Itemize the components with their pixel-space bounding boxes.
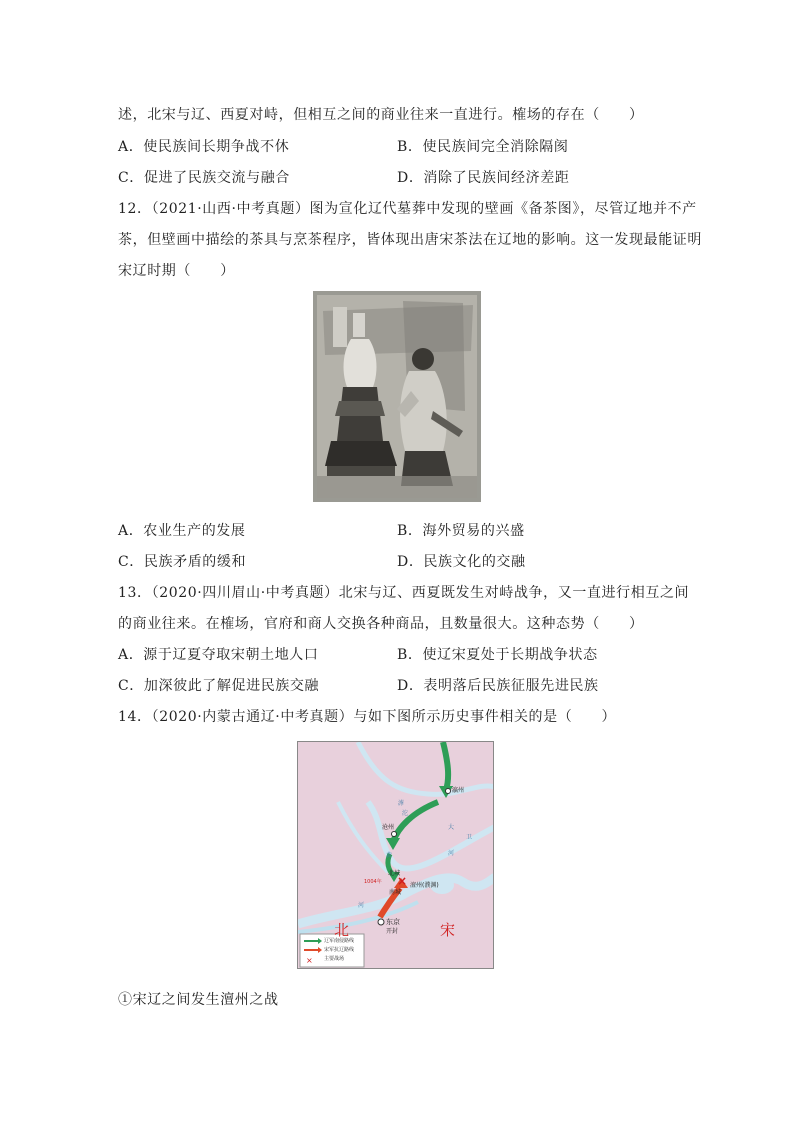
map-label-nancheng: 南城 — [389, 889, 402, 896]
q14-stem: 14．（2020·内蒙古通辽·中考真题）与如下图所示历史事件相关的是（ ） — [118, 709, 617, 725]
q12-option-d: D．民族文化的交融 — [397, 554, 526, 570]
map-label-dongjing: 东京 — [386, 918, 400, 926]
map-legend-battlefield: 主要战场 — [324, 956, 345, 962]
map-label-yingzhou: 瀛州 — [452, 787, 465, 794]
q13-stem-line-1: 13．（2020·四川眉山·中考真题）北宋与辽、西夏既发生对峙战争，又一直进行相互之间 — [118, 585, 690, 601]
map-legend-song-route: 宋军抗辽路线 — [324, 947, 355, 953]
map-legend-liao-route: 辽军南侵路线 — [324, 938, 355, 944]
q13-stem-line-2: 的商业往来。在榷场，官府和商人交换各种商品，且数量很大。这种态势（ ） — [118, 616, 644, 632]
q11-option-a: A．使民族间长期争战不休 — [118, 139, 290, 155]
map-label-kaifeng: 开封 — [386, 928, 399, 935]
map-label-song: 宋 — [440, 921, 456, 939]
q13-option-b: B．使辽宋夏处于长期战争状态 — [397, 647, 598, 663]
map-label-year: 1004年 — [364, 879, 382, 885]
q13-option-d: D．表明落后民族征服先进民族 — [397, 678, 599, 694]
q12-stem-line-1: 12．（2021·山西·中考真题）图为宣化辽代墓葬中发现的壁画《备茶图》，尽管辽地并不产 — [118, 201, 697, 217]
q11-option-d: D．消除了民族间经济差距 — [397, 170, 570, 186]
map-river-char-a: 滹 — [398, 800, 405, 807]
map-label-beicheng: 北城 — [388, 870, 401, 877]
battle-of-chanzhou-map — [297, 741, 494, 969]
map-label-bei: 北 — [334, 921, 350, 939]
q12-stem-line-3: 宋辽时期（ ） — [118, 263, 235, 279]
tea-preparation-mural-image — [313, 291, 481, 502]
map-label-cangzhou: 沧州 — [382, 824, 395, 831]
map-river-char-d: 卫 — [466, 834, 473, 841]
q13-option-c: C．加深彼此了解促进民族交融 — [118, 678, 320, 694]
svg-text:×: × — [306, 956, 313, 965]
q11-option-b: B．使民族间完全消除隔阂 — [397, 139, 569, 155]
q12-option-c: C．民族矛盾的缓和 — [118, 554, 247, 570]
q12-stem-line-2: 茶，但壁画中描绘的茶具与烹茶程序，皆体现出唐宋茶法在辽地的影响。这一发现最能证明 — [118, 232, 702, 248]
q11-stem: 述，北宋与辽、西夏对峙，但相互之间的商业往来一直进行。榷场的存在（ ） — [118, 107, 644, 123]
map-label-chanzhou: 澶州(濮渊) — [410, 882, 439, 889]
q12-option-b: B．海外贸易的兴盛 — [397, 523, 525, 539]
map-river-char-c: 大 — [448, 824, 455, 831]
map-river-char-b: 沱 — [402, 810, 409, 817]
map-river-char-f: 河 — [448, 850, 455, 857]
svg-text:×: × — [397, 874, 408, 888]
q11-option-c: C．促进了民族交流与融合 — [118, 170, 290, 186]
q12-option-a: A．农业生产的发展 — [118, 523, 246, 539]
q13-option-a: A．源于辽夏夺取宋朝土地人口 — [118, 647, 319, 663]
q14-item-1: ①宋辽之间发生澶州之战 — [118, 992, 279, 1008]
map-river-char-e: 黄 — [386, 852, 393, 859]
map-river-char-g: 河 — [358, 902, 365, 909]
